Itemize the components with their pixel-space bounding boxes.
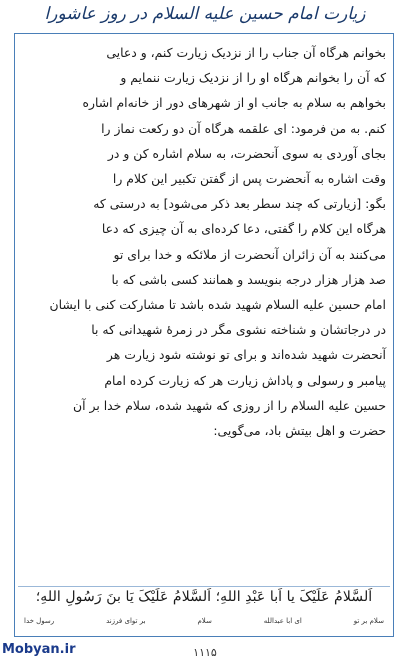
text-line: در درجاتشان و شناخته نشوی مگر در زمرهٔ شهیدانی که با	[91, 322, 386, 338]
text-line: می‌کنند به آن زائران آنحضرت از ملائکه و خدا برای تو	[113, 246, 386, 262]
text-line: بجای آوردی به سوی آنحضرت، به سلام اشاره کن و در	[107, 145, 386, 161]
text-line: پیامبر و رسولی و پاداش زیارت هر که زیارت کرده امام	[104, 372, 386, 388]
page-number: ۱۱۱۵	[193, 646, 217, 659]
text-line: آنحضرت شهید شده‌اند و برای تو نوشته شود زیارت هر	[106, 347, 386, 363]
translation-gloss-row	[18, 617, 390, 631]
arabic-ziyarat-block	[18, 586, 390, 633]
gloss-word: رسول خدا	[24, 617, 55, 625]
text-line: بخوانم هرگاه آن جناب را از نزدیک زیارت کنم، و دعایی	[106, 45, 386, 60]
text-line: وقت اشاره به آنحضرت پس از گفتن تکبیر این کلام را	[112, 171, 386, 187]
gloss-word: بر توای فرزند	[106, 617, 146, 625]
body-text	[22, 40, 386, 443]
text-line: که آن را بخوانم هرگاه او را از نزدیک زیارت ننمایم و	[120, 70, 386, 86]
text-line: حضرت و اهل بیتش باد، می‌گویی:	[213, 423, 386, 439]
gloss-word: سلام	[197, 617, 212, 625]
gloss-word: ای ابا عبدالله	[263, 617, 302, 625]
text-line: هرگاه این کلام را گفتی، دعا کرده‌ای به آن چیزی که دعا	[101, 221, 386, 237]
text-line: بخواهم به سلام به جانب او از شهرهای دور از خانه‌ام اشاره	[82, 95, 386, 111]
text-line: بگو: [زیارتی که چند سطر بعد ذکر می‌شود] به درستی که	[93, 196, 386, 212]
page-header-title: زیارت امام حسین علیه السلام در روز عاشورا	[44, 4, 366, 24]
arabic-ziyarat-line: اَلسَّلامُ عَلَیْکَ یا اَبا عَبْدِ اللهِ؛ اَلسَّلامُ عَلَیْکَ یَا بنَ رَسُولِ اللهِ؛	[35, 589, 373, 605]
text-line: امام حسین علیه السلام شهید شده باشد تا مشارکت کنی با ایشان	[49, 297, 386, 313]
text-line: صد هزار هزار درجه بنویسد و همانند کسی باشی که با	[111, 271, 386, 287]
text-line: حسین علیه السلام را از روزی که شهید شده، سلام خدا بر آن	[73, 397, 386, 413]
site-watermark: Mobyan.ir	[2, 642, 76, 657]
text-line: کنم. به من فرمود: ای علقمه هرگاه آن دو رکعت نماز را	[101, 120, 386, 136]
gloss-word: سلام بر تو	[353, 617, 384, 625]
